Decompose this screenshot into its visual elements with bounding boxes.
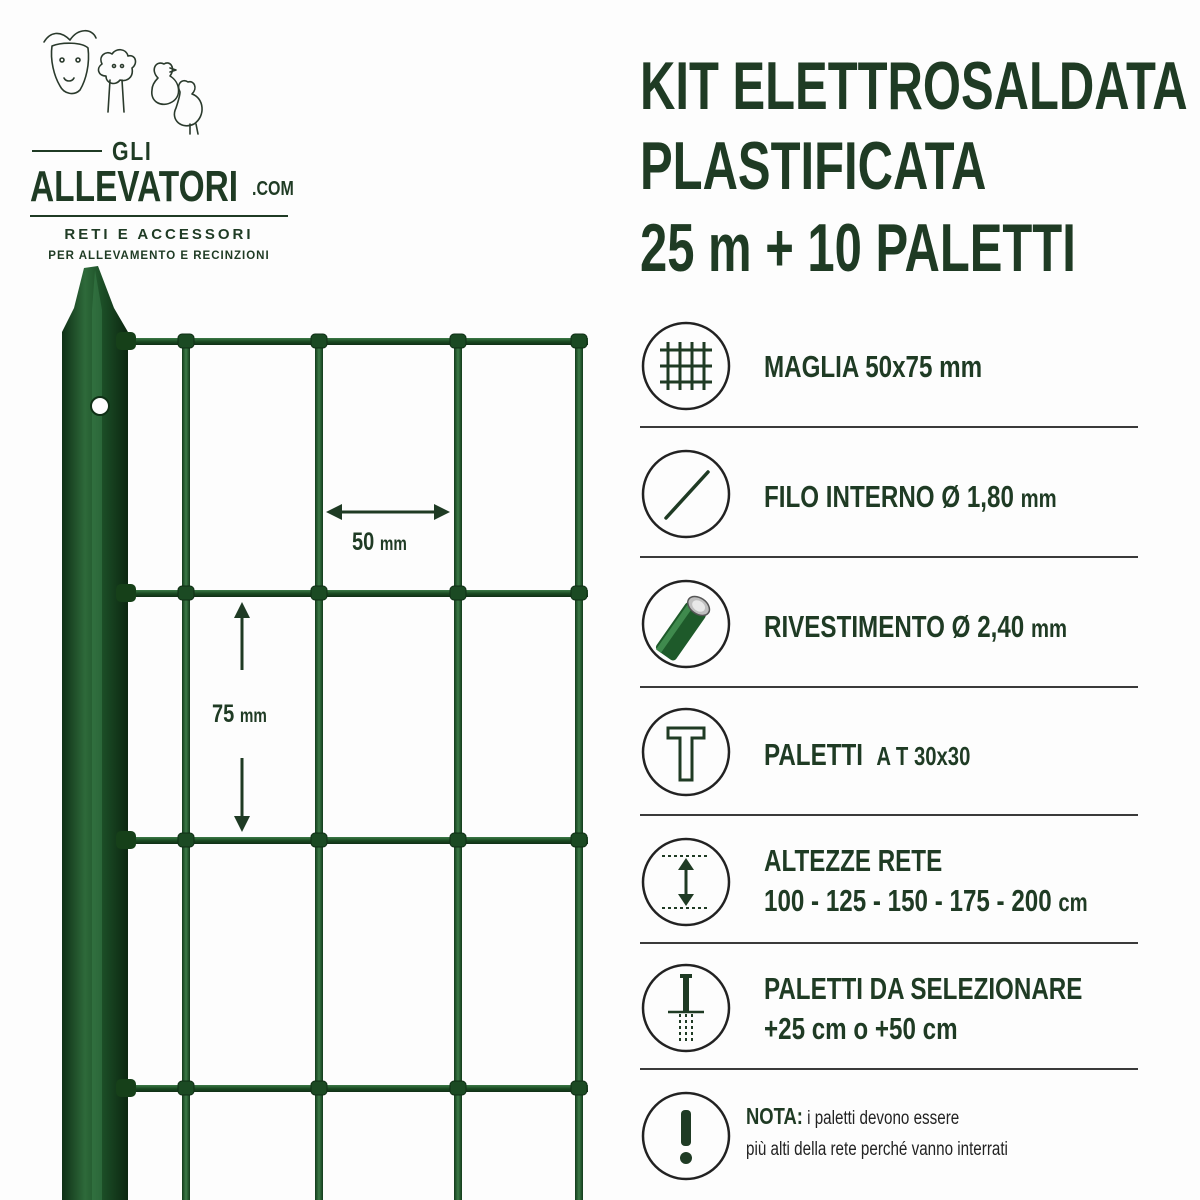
feature-inner-wire-unit: mm [1020,483,1057,513]
note-text [746,1098,1008,1165]
feature-heights-value: 100 - 125 - 150 - 175 - 200 [764,883,1052,918]
feature-post-selection-label: PALETTI DA SELEZIONARE [764,971,1083,1006]
wire-icon [640,448,732,540]
feature-posts-label: PALETTI [764,737,863,772]
logo-divider [30,215,288,217]
feature-divider [640,426,1138,428]
height-arrow-icon [640,836,732,928]
fence-illustration [40,260,620,1200]
feature-coating-value: Ø 2,40 [951,609,1025,644]
feature-divider [640,1068,1138,1070]
logo-brand-name: ALLEVATORI [30,162,239,211]
feature-coating-unit: mm [1030,613,1068,643]
brand-logo [30,20,300,260]
mesh-grid-icon [640,320,732,412]
note-line-2: più alti della rete perché vanno interrati [746,1138,1008,1160]
title-line-1: KIT ELETTROSALDATA [640,48,1188,124]
feature-posts-value: A T 30x30 [876,741,971,771]
post-in-ground-icon [640,962,732,1054]
logo-domain-suffix: .COM [252,178,294,200]
width-dimension-arrow [326,504,450,520]
title-line-2: PLASTIFICATA [640,128,987,204]
logo-tagline-1: RETI E ACCESSORI [64,226,254,243]
feature-inner-wire-label: FILO INTERNO [764,479,935,514]
logo-tagline-2: PER ALLEVAMENTO E RECINZIONI [48,250,270,262]
logo-dash [32,150,102,152]
feature-mesh-value: 50x75 mm [865,349,983,384]
mesh-horizontal-wires [120,338,588,1092]
feature-divider [640,814,1138,816]
width-dimension-label: 50 mm [352,528,407,556]
feature-mesh-label: MAGLIA [764,349,859,384]
feature-coating [640,578,1140,678]
coated-wire-icon [640,578,732,670]
feature-coating-label: RIVESTIMENTO [764,609,945,644]
feature-posts [640,706,1140,806]
height-dimension-label: 75 mm [212,700,267,728]
feature-divider [640,942,1138,944]
t-post-icon [640,706,732,798]
feature-heights-label: ALTEZZE RETE [764,843,943,878]
title-line-3: 25 m + 10 PALETTI [640,210,1076,286]
exclamation-icon [640,1090,732,1182]
t-post [62,266,136,1200]
feature-post-selection-value: +25 cm o +50 cm [764,1011,958,1046]
feature-divider [640,556,1138,558]
feature-post-selection [640,962,1140,1062]
farm-animals-logo-icon [30,20,230,135]
logo-brand-small: GLI [112,136,153,166]
feature-mesh [640,320,1140,420]
feature-divider [640,686,1138,688]
feature-inner-wire-value: Ø 1,80 [941,479,1014,514]
feature-heights [640,836,1140,936]
note-prefix: NOTA: [746,1103,803,1129]
feature-inner-wire [640,448,1140,548]
note-line-1: i paletti devono essere [802,1108,960,1129]
feature-heights-unit: cm [1058,887,1088,917]
